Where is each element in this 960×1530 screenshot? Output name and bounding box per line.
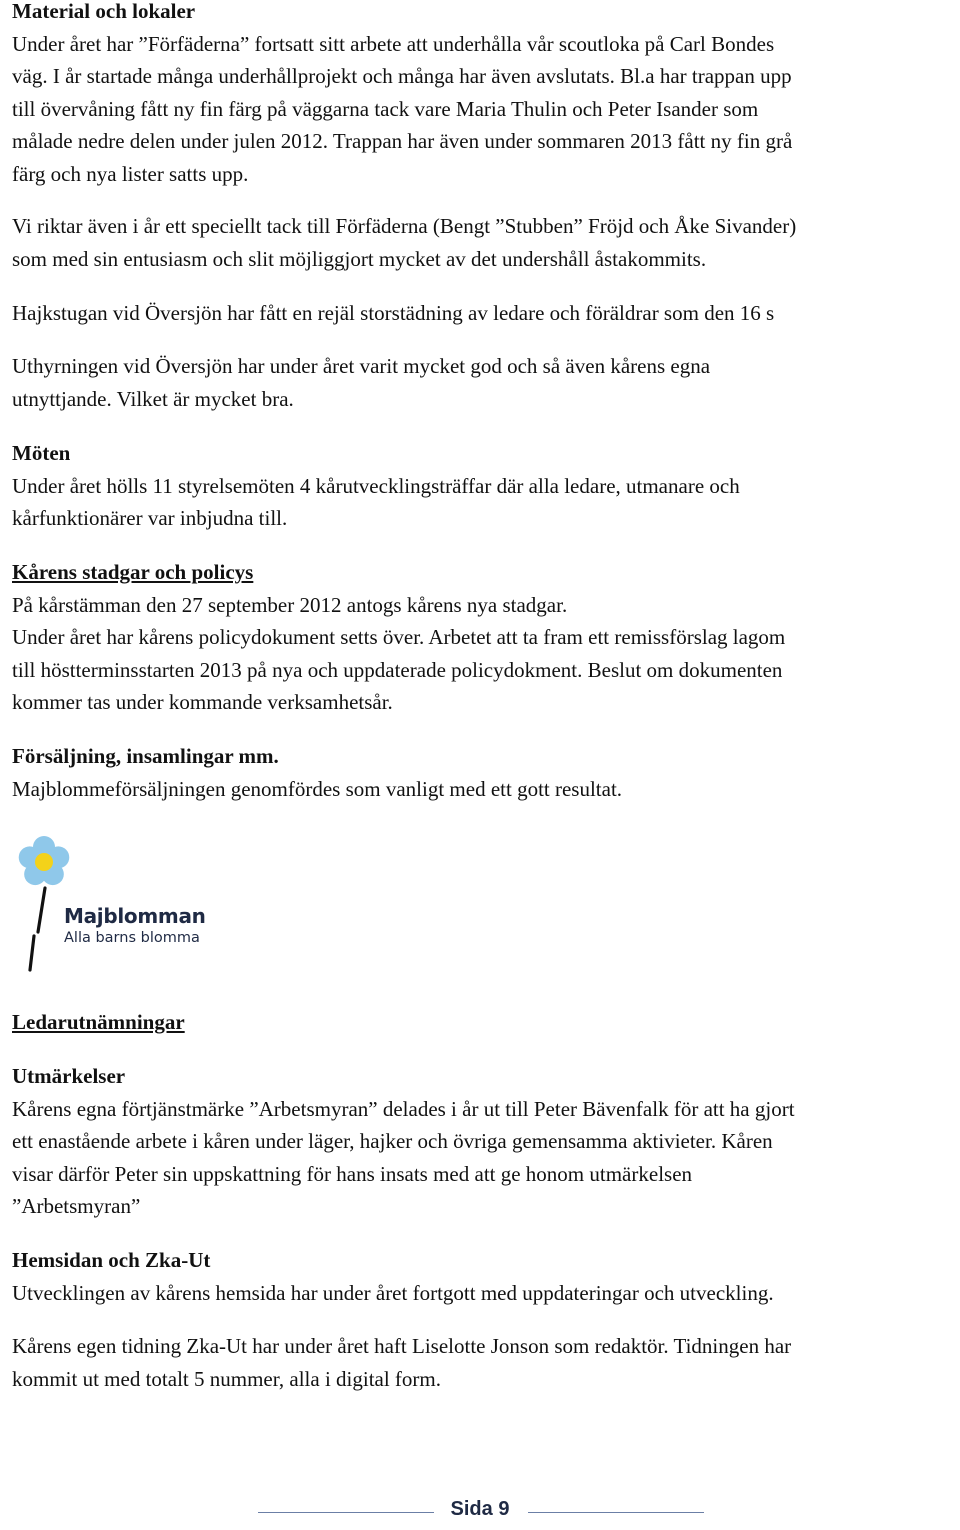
section-hemsidan [12, 1244, 950, 1309]
paragraph-line: Uthyrningen vid Översjön har under året varit mycket god och så även kårens egna [12, 354, 711, 378]
paragraph-line: Utvecklingen av kårens hemsida har under året fortgott med uppdateringar och utveckling. [12, 1280, 774, 1305]
paragraph-hajkstugan [12, 297, 950, 330]
page-number: Sida 9 [450, 1498, 510, 1520]
paragraph-line: Vi riktar även i år ett speciellt tack till Förfäderna (Bengt ”Stubben” Fröjd och Åke Sivander) [12, 214, 797, 238]
section-heading-material: Material och lokaler [12, 0, 196, 23]
section-moten [12, 437, 950, 535]
paragraph-line: målade nedre delen under julen 2012. Trappan har även under sommaren 2013 fått ny fin grå [12, 129, 793, 153]
paragraph-forfaderna [12, 210, 950, 275]
paragraph-line: visar därför Peter sin uppskattning för hans insats med att ge honom utmärkelsen [12, 1161, 693, 1186]
paragraph-line: Kårens egen tidning Zka-Ut har under året haft Liselotte Jonson som redaktör. Tidningen har [12, 1334, 792, 1358]
section-material [12, 0, 950, 190]
paragraph-line: färg och nya lister satts upp. [12, 161, 249, 186]
section-heading-forsaljning: Försäljning, insamlingar mm. [12, 744, 279, 768]
logo-wordmark: Majblomman [64, 904, 206, 928]
paragraph-line: som med sin entusiasm och slit möjliggjort mycket av det undershåll åstakommits. [12, 246, 707, 271]
footer-rule-right [528, 1512, 704, 1513]
paragraph-line: Kårens egna förtjänstmärke ”Arbetsmyran” delades i år ut till Peter Bävenfalk för att ha gjort [12, 1096, 795, 1121]
paragraph-line: Under året har kårens policydokument setts över. Arbetet att ta fram ett remissförslag lagom [12, 625, 786, 649]
section-heading-ledar: Ledarutnämningar [12, 1010, 185, 1034]
paragraph-line: ett enastående arbete i kåren under läger, hajker och övriga gemensamma aktivieter. Kåren [12, 1129, 773, 1153]
paragraph-line: till övervåning fått ny fin färg på väggarna tack vare Maria Thulin och Peter Isander som [12, 96, 759, 121]
paragraph-line: På kårstämman den 27 september 2012 antogs kårens nya stadgar. [12, 592, 568, 617]
section-heading-stadgar: Kårens stadgar och policys [12, 560, 254, 584]
paragraph-line: kårfunktionärer var inbjudna till. [12, 506, 288, 530]
section-utmarkelser [12, 1060, 950, 1223]
section-heading-moten: Möten [12, 441, 71, 465]
logo-tagline: Alla barns blomma [64, 930, 200, 946]
flower-stem [30, 888, 45, 970]
paragraph-line: Under året hölls 11 styrelsemöten 4 kårutvecklingsträffar där alla ledare, utmanare och [12, 473, 740, 498]
paragraph-line: utnyttjande. Vilket är mycket bra. [12, 386, 294, 411]
paragraph-line: Majblommeförsäljningen genomfördes som vanligt med ett gott resultat. [12, 776, 623, 801]
section-heading-utmarkelser: Utmärkelser [12, 1064, 126, 1088]
paragraph-line: Under året har ”Förfäderna” fortsatt sitt arbete att underhålla vår scoutloka på Carl Bondes [12, 31, 775, 56]
section-forsaljning [12, 740, 950, 805]
paragraph-line: till höstterminsstarten 2013 på nya och uppdaterade policydokment. Beslut om dokumenten [12, 657, 783, 682]
page-footer [0, 1490, 960, 1530]
paragraph-line: ”Arbetsmyran” [12, 1194, 141, 1218]
section-ledar [12, 1006, 950, 1039]
flower-center [35, 853, 53, 871]
section-stadgar [12, 556, 950, 719]
paragraph-line: Hajkstugan vid Översjön har fått en rejäl storstädning av ledare och föräldrar som den 16 s [12, 301, 775, 325]
paragraph-line: väg. I år startade många underhållprojekt och många har även avslutats. Bl.a har trappan upp [12, 64, 792, 88]
section-heading-hemsidan: Hemsidan och Zka-Ut [12, 1248, 211, 1272]
paragraph-zka-ut [12, 1330, 950, 1395]
paragraph-line: kommit ut med totalt 5 nummer, alla i digital form. [12, 1366, 442, 1391]
majblomman-logo [14, 832, 214, 977]
paragraph-line: kommer tas under kommande verksamhetsår. [12, 690, 393, 714]
paragraph-uthyrningen [12, 350, 950, 415]
